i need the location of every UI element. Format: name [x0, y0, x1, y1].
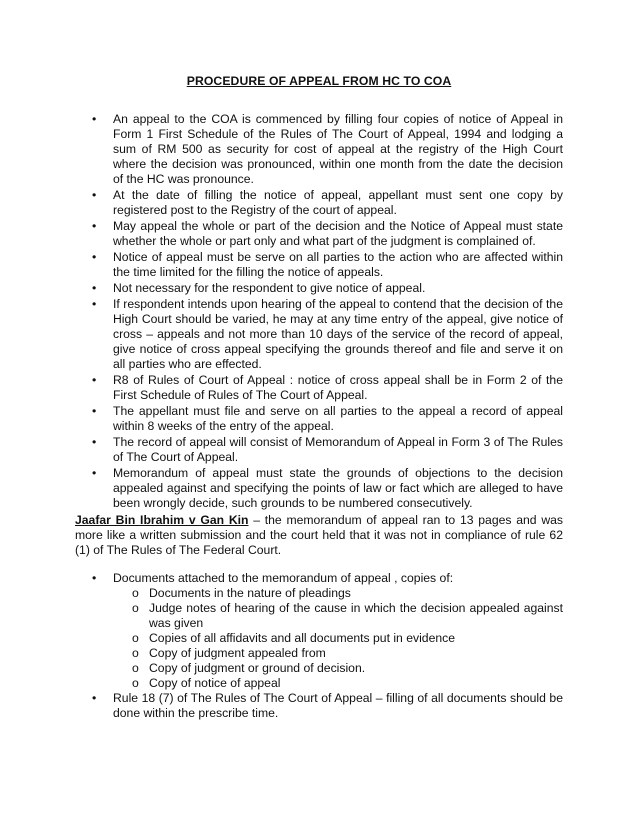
bullet-icon: •: [92, 250, 97, 264]
procedure-list: [0, 112, 638, 512]
circle-bullet-icon: o: [132, 646, 139, 660]
documents-list: [0, 571, 638, 721]
case-name: Jaafar Bin Ibrahim v Gan Kin: [75, 513, 249, 527]
bullet-icon: •: [92, 188, 97, 202]
list-item: • Memorandum of appeal must state the grounds of objections to the decision appealed against and specifying the points of law or fact which are alleged to have been wrongly decide, such grounds to be numbered consecutively.: [92, 466, 563, 510]
list-item: • The appellant must file and serve on all parties to the appeal a record of appeal within 8 weeks of the entry of the appeal.: [92, 404, 563, 433]
bullet-icon: •: [92, 466, 97, 480]
sub-list-item: o Copy of judgment or ground of decision.: [132, 661, 366, 675]
circle-bullet-icon: o: [132, 601, 139, 615]
list-item: • Notice of appeal must be serve on all parties to the action who are affected within the time limited for the filling the notice of appeals.: [92, 250, 563, 279]
list-item: • Not necessary for the respondent to give notice of appeal.: [92, 281, 426, 295]
case-paragraph: [75, 513, 563, 558]
bullet-icon: •: [92, 112, 97, 126]
list-item: [0, 691, 638, 721]
bullet-icon: •: [92, 219, 97, 233]
sub-list-item: o Copies of all affidavits and all documents put in evidence: [132, 631, 456, 645]
page-title: PROCEDURE OF APPEAL FROM HC TO COA: [186, 74, 452, 88]
sub-list-item: o Documents in the nature of pleadings: [132, 586, 351, 600]
list-item: • If respondent intends upon hearing of the appeal to contend that the decision of the High Court should be varied, he may at any time entry of the appeal, give notice of cross – appeals and not more than 10 days of the service of the record of appeal, give notice of cross appeal specifying the grounds thereof and file and serve it on all parties who are effected.: [92, 297, 563, 371]
circle-bullet-icon: o: [132, 661, 139, 675]
sub-list-item: o Judge notes of hearing of the cause in which the decision appealed against was given: [132, 601, 563, 630]
bullet-icon: •: [92, 281, 97, 295]
bullet-icon: •: [92, 373, 97, 387]
list-item: [0, 571, 638, 691]
list-item: • An appeal to the COA is commenced by filling four copies of notice of Appeal in Form 1 First Schedule of the Rules of The Court of Appeal, 1994 and lodging a sum of RM 500 as security for cost of appeal at the registry of the High Court where the decision was pronounced, within one month from the date the decision of the HC was pronounce.: [92, 112, 563, 186]
sub-list-item: o Copy of judgment appealed from: [132, 646, 326, 660]
bullet-icon: •: [92, 571, 97, 585]
sub-list-item: o Copy of notice of appeal: [132, 676, 281, 690]
bullet-icon: •: [92, 691, 97, 705]
bullet-icon: •: [92, 404, 97, 418]
list-item: • May appeal the whole or part of the decision and the Notice of Appeal must state whether the whole or part only and what part of the judgment is complained of.: [92, 219, 563, 248]
case-text: – the memorandum of appeal ran to 13 pages and was more like a written submission and the court held that it was not in compliance of rule 62 (1) of The Rules of The Federal Court.: [75, 513, 564, 557]
circle-bullet-icon: o: [132, 631, 139, 645]
list-item: • The record of appeal will consist of Memorandum of Appeal in Form 3 of The Rules of The Court of Appeal.: [92, 435, 563, 464]
bullet-icon: •: [92, 435, 97, 449]
documents-intro: Documents attached to the memorandum of appeal , copies of:: [113, 571, 454, 585]
circle-bullet-icon: o: [132, 676, 139, 690]
circle-bullet-icon: o: [132, 586, 139, 600]
bullet-icon: •: [92, 297, 97, 311]
list-item: • R8 of Rules of Court of Appeal : notice of cross appeal shall be in Form 2 of the First Schedule of Rules of The Court of Appeal.: [92, 373, 563, 402]
rule-text: Rule 18 (7) of The Rules of The Court of Appeal – filling of all documents should be done within the prescribe time.: [113, 691, 563, 720]
documents-sublist: [113, 586, 563, 691]
list-item: • At the date of filling the notice of appeal, appellant must sent one copy by registered post to the Registry of the court of appeal.: [92, 188, 563, 217]
